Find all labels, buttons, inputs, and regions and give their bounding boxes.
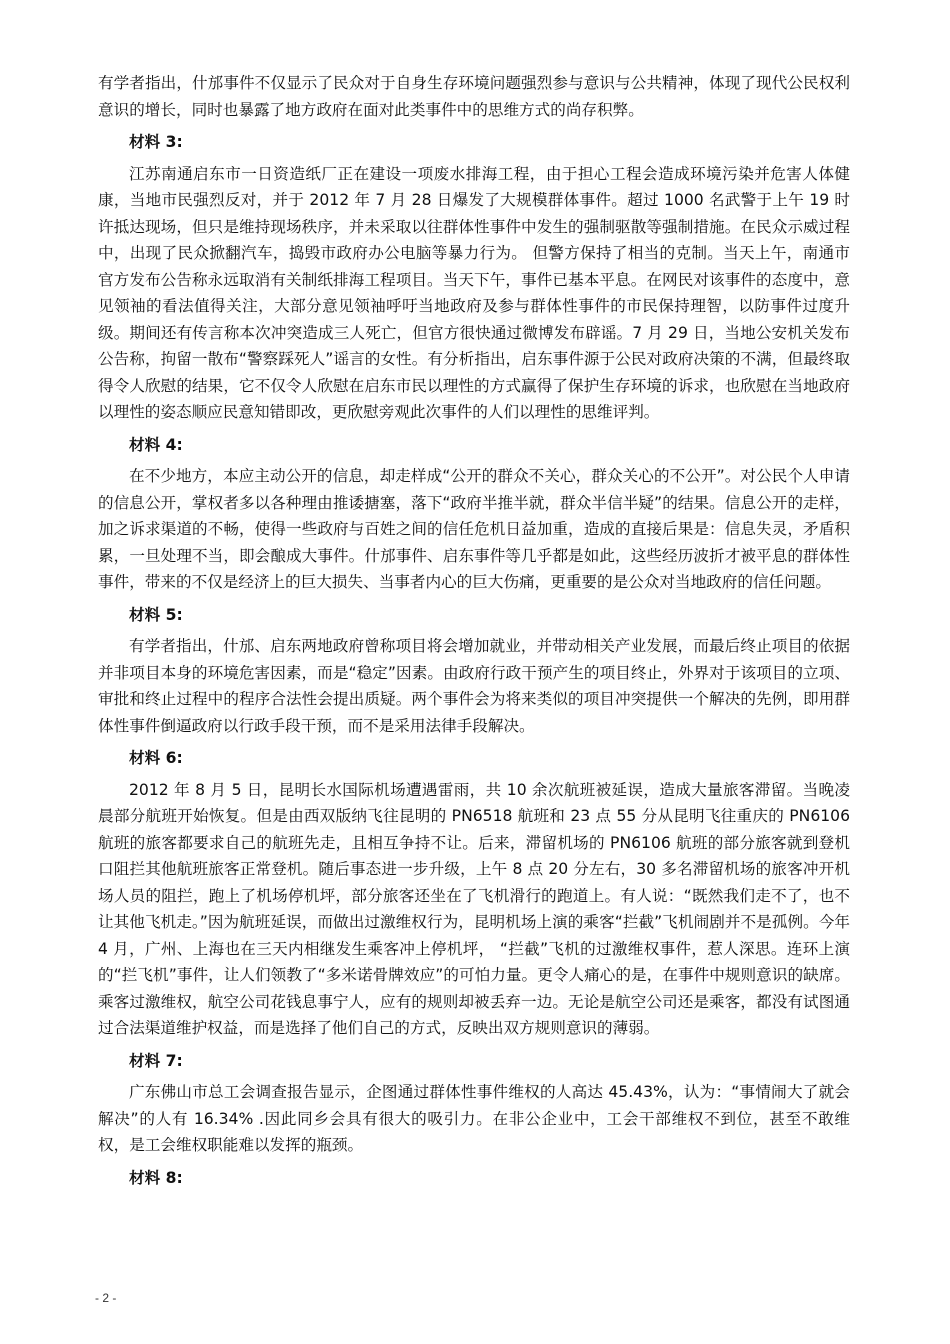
material-5-paragraph: 有学者指出，什邡、启东两地政府曾称项目将会增加就业，并带动相关产业发展，而最后终止项目的依据并非项目本身的环境危害因素，而是“稳定”因素。由政府行政干预产生的项目终止，外界对于该项目的立项、审批和终止过程中的程序合法性会提出质疑。两个事件会为将来类似的项目冲突提供一个解决的先例，即用群体性事件倒逼政府以行政手段干预，而不是采用法律手段解决。 <box>98 637 850 735</box>
material-5-heading: 材料 5: <box>129 605 183 624</box>
material-4-heading: 材料 4: <box>129 435 183 454</box>
intro-paragraph: 有学者指出，什邡事件不仅显示了民众对于自身生存环境问题强烈参与意识与公共精神，体现了现代公民权利意识的增长，同时也暴露了地方政府在面对此类事件中的思维方式的尚存积弊。 <box>98 74 850 119</box>
intro-block <box>98 70 850 123</box>
material-7-section <box>98 1048 850 1159</box>
material-7-paragraph: 广东佛山市总工会调查报告显示，企图通过群体性事件维权的人高达 45.43%，认为：“事情闹大了就会解决”的人有 16.34% .因此同乡会具有很大的吸引力。在非公企业中，工会干部维权不到位，甚至不敢维权，是工会维权职能难以发挥的瓶颈。 <box>98 1083 850 1154</box>
material-6-heading: 材料 6: <box>129 749 183 767</box>
material-8-section <box>98 1165 850 1192</box>
material-3-paragraph: 江苏南通启东市一日资造纸厂正在建设一项废水排海工程，由于担心工程会造成环境污染并危害人体健康，当地市民强烈反对，并于 2012 年 7 月 28 日爆发了大规模群体事件。超过 1000 名武警于上午 19 时许抵达现场，但只是维持现场秩序，并未采取以往群体性事件中发生的强制驱散等强制措施。在民众示威过程中，出现了民众掀翻汽车，捣毁市政府办公电脑等暴力行为。 但警方保持了相当的克制。当天上午，南通市官方发布公告称永远取消有关制纸排海工程项目。当天下午，事件已基本平息。在网民对该事件的态度中，意见领袖的看法值得关注，大部分意见领袖呼吁当地政府及参与群体性事件的市民保持理智，以防事件过度升级。期间还有传言称本次冲突造成三人死亡，但官方很快通过微博发布辟谣。7 月 29 日，当地公安机关发布公告称，拘留一散布“警察踩死人”谣言的女性。有分析指出，启东事件源于公民对政府决策的不满，但最终取得令人欣慰的结果，它不仅令人欣慰在启东市民以理性的方式赢得了保护生存环境的诉求，也欣慰在当地政府以理性的姿态顺应民意知错即改，更欣慰旁观此次事件的人们以理性的思维评判。 <box>98 164 850 421</box>
material-8-heading: 材料 8: <box>129 1168 183 1187</box>
material-6-section <box>98 745 850 1042</box>
material-7-heading: 材料 7: <box>129 1051 183 1070</box>
material-5-section <box>98 602 850 740</box>
material-4-paragraph: 在不少地方，本应主动公开的信息，却走样成“公开的群众不关心，群众关心的不公开”。对公民个人申请的信息公开，掌权者多以各种理由推诿搪塞，落下“政府半推半就，群众半信半疑”的结果。信息公开的走样，加之诉求渠道的不畅，使得一些政府与百姓之间的信任危机日益加重，造成的直接后果是：信息失灵，矛盾积累，一旦处理不当，即会酿成大事件。什邡事件、启东事件等几乎都是如此，这些经历波折才被平息的群体性事件，带来的不仅是经济上的巨大损失、当事者内心的巨大伤痛，更重要的是公众对当地政府的信任问题。 <box>98 467 850 591</box>
material-4-section <box>98 432 850 596</box>
page-number: - 2 - <box>95 1291 117 1305</box>
material-3-section <box>98 129 850 426</box>
document-body <box>98 70 850 1197</box>
material-3-heading: 材料 3: <box>129 133 183 151</box>
material-6-paragraph: 2012 年 8 月 5 日，昆明长水国际机场遭遇雷雨，共 10 余次航班被延误，造成大量旅客滞留。当晚凌晨部分航班开始恢复。但是由西双版纳飞往昆明的 PN6518 航班和 23 点 55 分从昆明飞往重庆的 PN6106 航班的旅客都要求自己的航班先走，且相互争持不让。后来，滞留机场的 PN6106 航班的部分旅客就到登机口阻拦其他航班旅客正常登机。随后事态进一步升级，上午 8 点 20 分左右，30 多名滞留机场的旅客冲开机场人员的阻拦，跑上了机场停机坪，部分旅客还坐在了飞机滑行的跑道上。有人说：“既然我们走不了，也不让其他飞机走。”因为航班延误，而做出过激维权行为，昆明机场上演的乘客“拦截”飞机闹剧并不是孤例。今年 4 月，广州、上海也在三天内相继发生乘客冲上停机坪， “拦截”飞机的过激维权事件，惹人深思。连环上演的“拦飞机”事件，让人们领教了“多米诺骨牌效应”的可怕力量。更令人痛心的是，在事件中规则意识的缺席。乘客过激维权，航空公司花钱息事宁人，应有的规则却被丢弃一边。无论是航空公司还是乘客，都没有试图通过合法渠道维护权益，而是选择了他们自己的方式，反映出双方规则意识的薄弱。 <box>98 780 850 1037</box>
